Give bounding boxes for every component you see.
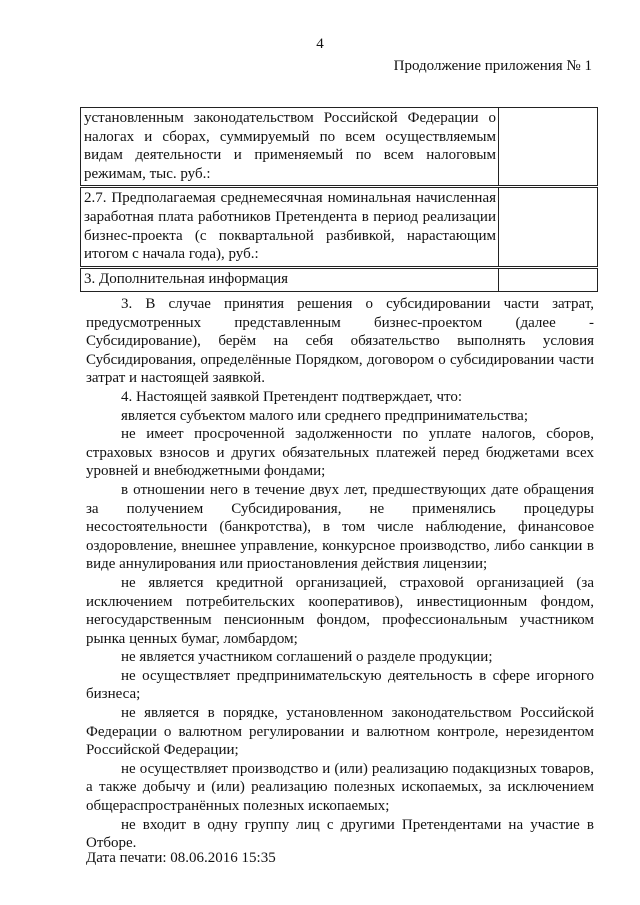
page-number: 4 (316, 36, 324, 52)
paragraph: не имеет просроченной задолженности по уплате налогов, сборов, страховых взносов и других обязательных платежей перед бюджетами всех уровней и внебюджетными фондами; (86, 426, 594, 480)
table-row (81, 187, 598, 268)
table-row (81, 268, 598, 292)
table-row (81, 108, 598, 187)
data-table (80, 107, 598, 292)
paragraph: в отношении него в течение двух лет, предшествующих дате обращения за получением Субсидирования, не применялись процедуры несостоятельности (банкротства), в том числе наблюдение, финансовое оздоровление, внешнее управление, конкурсное производство, либо санкции в виде аннулирования или приостановления действия лицензии; (86, 481, 594, 573)
table-cell-label: 3. Дополнительная информация (81, 268, 499, 292)
paragraph: 3. В случае принятия решения о субсидировании части затрат, предусмотренных представленным бизнес-проектом (далее - Субсидирование), берём на себя обязательство выполнять условия Субсидирования, определённые Порядком, договором о субсидировании части затрат и настоящей заявкой. (86, 296, 594, 387)
appendix-label: Продолжение приложения № 1 (393, 58, 592, 74)
table-cell-value (499, 187, 598, 268)
paragraph: не является кредитной организацией, страховой организацией (за исключением потребительских кооперативов), инвестиционным фондом, негосударственным пенсионным фондом, профессиональным участником рынка ценных бумаг, ломбардом; (86, 574, 594, 647)
paragraph: не является участником соглашений о разделе продукции; (121, 649, 493, 666)
table-cell-label: установленным законодательством Российской Федерации о налогах и сборах, суммируемый по всем осуществляемым видам деятельности и применяемый по всем налоговым режимам, тыс. руб.: (81, 108, 499, 187)
paragraph: является субъектом малого или среднего предпринимательства; (121, 407, 529, 424)
print-date: Дата печати: 08.06.2016 15:35 (86, 850, 276, 866)
body-text (86, 295, 594, 853)
paragraph: не входит в одну группу лиц с другими Претендентами на участие в Отборе. (86, 816, 594, 852)
table-cell-value (499, 108, 598, 187)
paragraph: не осуществляет производство и (или) реализацию подакцизных товаров, а также добычу и (или) реализацию полезных ископаемых, за исключением общераспространённых полезных ископаемых; (86, 760, 594, 815)
paragraph: не осуществляет предпринимательскую деятельность в сфере игорного бизнеса; (86, 667, 594, 703)
paragraph: 4. Настоящей заявкой Претендент подтверждает, что: (121, 388, 463, 405)
paragraph: не является в порядке, установленном законодательством Российской Федерации о валютном регулировании и валютном контроле, нерезидентом Российской Федерации; (86, 705, 594, 759)
table-cell-value (499, 268, 598, 292)
table-cell-label: 2.7. Предполагаемая среднемесячная номинальная начисленная заработная плата работников Претендента в период реализации бизнес-проекта (с поквартальной разбивкой, нарастающим итогом с начала года), руб.: (81, 187, 499, 268)
